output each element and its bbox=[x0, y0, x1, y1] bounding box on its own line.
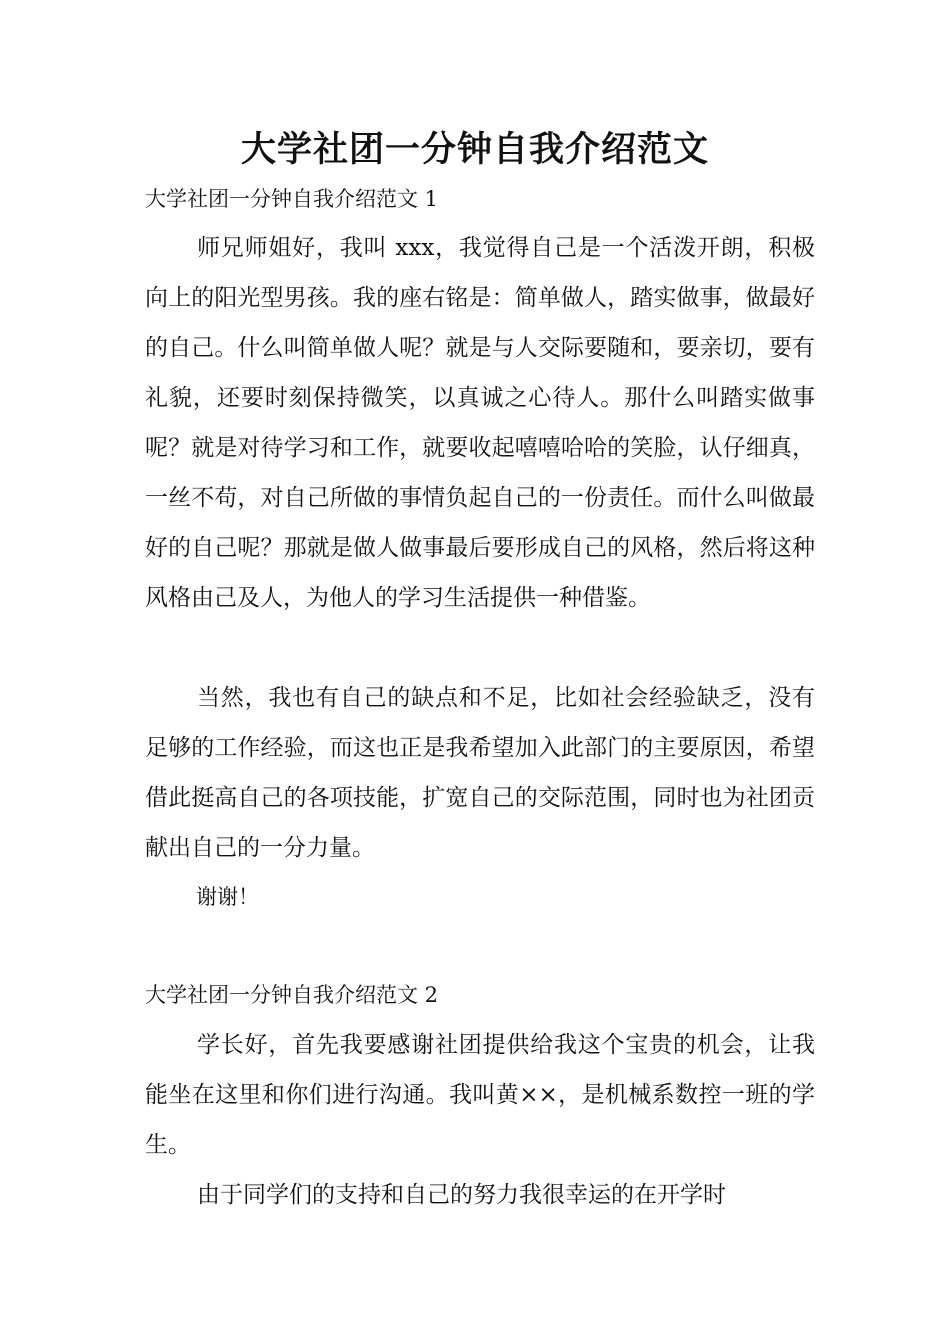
section-1-paragraph-2: 当然，我也有自己的缺点和不足，比如社会经验缺乏，没有足够的工作经验，而这也正是我希望加入此部门的主要原因，希望借此挺高自己的各项技能，扩宽自己的交际范围，同时也为社团贡献出自己的一分力量。 bbox=[145, 685, 815, 861]
document-title: 大学社团一分钟自我介绍范文 bbox=[240, 130, 709, 170]
section-heading-2: 大学社团一分钟自我介绍范文 2 bbox=[145, 983, 439, 1007]
section-heading-1: 大学社团一分钟自我介绍范文 1 bbox=[145, 187, 439, 211]
section-1-paragraph-1: 师兄师姐好，我叫 xxx，我觉得自己是一个活泼开朗，积极向上的阳光型男孩。我的座右铭是：简单做人，踏实做事，做最好的自己。什么叫简单做人呢？就是与人交际要随和，要亲切，要有礼貌，还要时刻保持微笑，以真诚之心待人。那什么叫踏实做事呢？就是对待学习和工作，就要收起嘻嘻哈哈的笑脸，认仔细真，一丝不苟，对自己所做的事情负起自己的一份责任。而什么叫做最好的自己呢？那就是做人做事最后要形成自己的风格，然后将这种风格由己及人，为他人的学习生活提供一种借鉴。 bbox=[145, 235, 815, 611]
section-2-paragraph-1: 学长好，首先我要感谢社团提供给我这个宝贵的机会，让我能坐在这里和你们进行沟通。我叫黄××，是机械系数控一班的学生。 bbox=[145, 1032, 815, 1158]
section-1-closing: 谢谢！ bbox=[196, 885, 259, 909]
section-2-paragraph-2: 由于同学们的支持和自己的努力我很幸运的在开学时 bbox=[197, 1182, 726, 1208]
